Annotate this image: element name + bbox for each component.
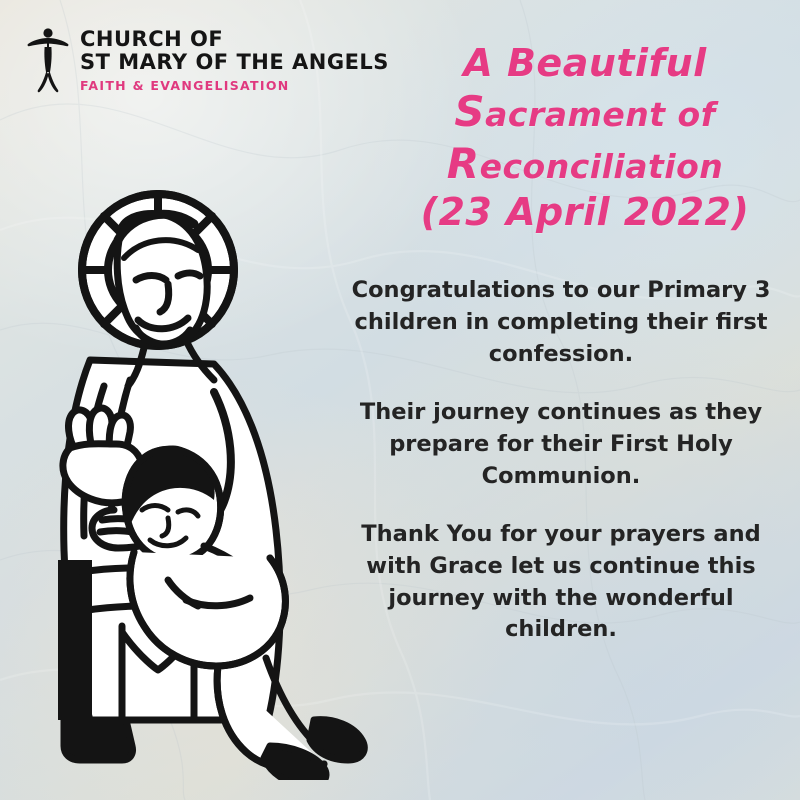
title-line-4-date: (23 April 2022) [420, 189, 750, 234]
message-body [338, 275, 784, 646]
brand-tagline: FAITH & EVANGELISATION [80, 78, 290, 94]
title-line-2 [390, 86, 780, 137]
brand-name-line-2: ST MARY OF THE ANGELS [80, 49, 389, 74]
jesus-embracing-child-illustration [18, 180, 388, 780]
crucifix-figure-icon [26, 24, 70, 96]
page-title [390, 40, 780, 235]
brand-wordmark [80, 28, 389, 93]
message-paragraph-2: Their journey continues as they prepare for their First Holy Communion. [359, 398, 763, 489]
message-paragraph-1: Congratulations to our Primary 3 children in completing their first confession. [351, 277, 771, 367]
title-line-2-rest: acrament of [485, 95, 716, 135]
title-line-3-initial: R [446, 138, 480, 188]
brand-name-line-1: CHURCH OF [80, 27, 224, 51]
brand-logo [26, 22, 389, 96]
title-line-3-rest: econciliation [479, 146, 724, 186]
message-paragraph-3: Thank You for your prayers and with Grace let us continue this journey with the wonderful children. [361, 520, 761, 643]
title-line-1: A Beautiful [463, 41, 707, 85]
title-line-2-initial: S [454, 87, 486, 137]
title-line-3 [390, 138, 780, 189]
